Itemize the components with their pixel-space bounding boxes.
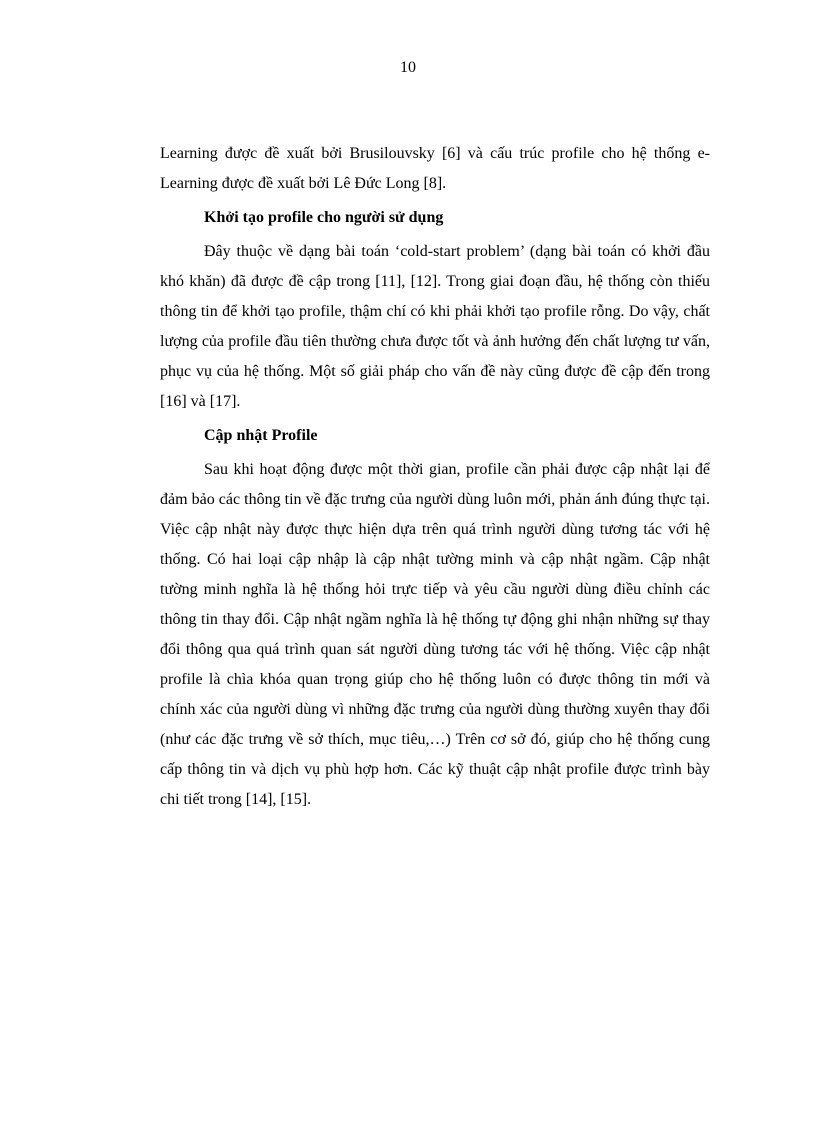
- page-number: 10: [400, 59, 416, 76]
- section-heading-update-profile: Cập nhật Profile: [204, 427, 318, 444]
- paragraph-init-profile: Đây thuộc về dạng bài toán ‘cold-start problem’ (dạng bài toán có khởi đầu khó khăn) đã được đề cập trong [11], [12]. Trong giai đoạn đầu, hệ thống còn thiếu thông tin để khởi tạo profile, thậm chí có khi phải khởi tạo profile rỗng. Do vậy, chất lượng của profile đầu tiên thường chưa được tốt và ảnh hưởng đến chất lượng tư vấn, phục vụ của hệ thống. Một số giải pháp cho vấn đề này cũng được đề cập đến trong [16] và [17].: [160, 243, 710, 410]
- paragraph-update-profile: Sau khi hoạt động được một thời gian, profile cần phải được cập nhật lại để đảm bảo các thông tin về đặc trưng của người dùng luôn mới, phản ánh đúng thực tại. Việc cập nhật này được thực hiện dựa trên quá trình người dùng tương tác với hệ thống. Có hai loại cập nhập là cập nhật tường minh và cập nhật ngầm. Cập nhật tường minh nghĩa là hệ thống hỏi trực tiếp và yêu cầu người dùng điều chỉnh các thông tin thay đổi. Cập nhật ngầm nghĩa là hệ thống tự động ghi nhận những sự thay đổi thông qua quá trình quan sát người dùng tương tác với hệ thống. Việc cập nhật profile là chìa khóa quan trọng giúp cho hệ thống luôn có được thông tin mới và chính xác của người dùng vì những đặc trưng của người dùng thường xuyên thay đổi (như các đặc trưng về sở thích, mục tiêu,…) Trên cơ sở đó, giúp cho hệ thống cung cấp thông tin và dịch vụ phù hợp hơn. Các kỹ thuật cập nhật profile được trình bày chi tiết trong [14], [15].: [160, 461, 710, 808]
- section-heading-init-profile: Khởi tạo profile cho người sử dụng: [204, 209, 444, 226]
- paragraph-intro-continuation: Learning được đề xuất bởi Brusilouvsky [6] và cấu trúc profile cho hệ thống e-Learning được đề xuất bởi Lê Đức Long [8].: [160, 145, 710, 192]
- document-body: [160, 139, 710, 819]
